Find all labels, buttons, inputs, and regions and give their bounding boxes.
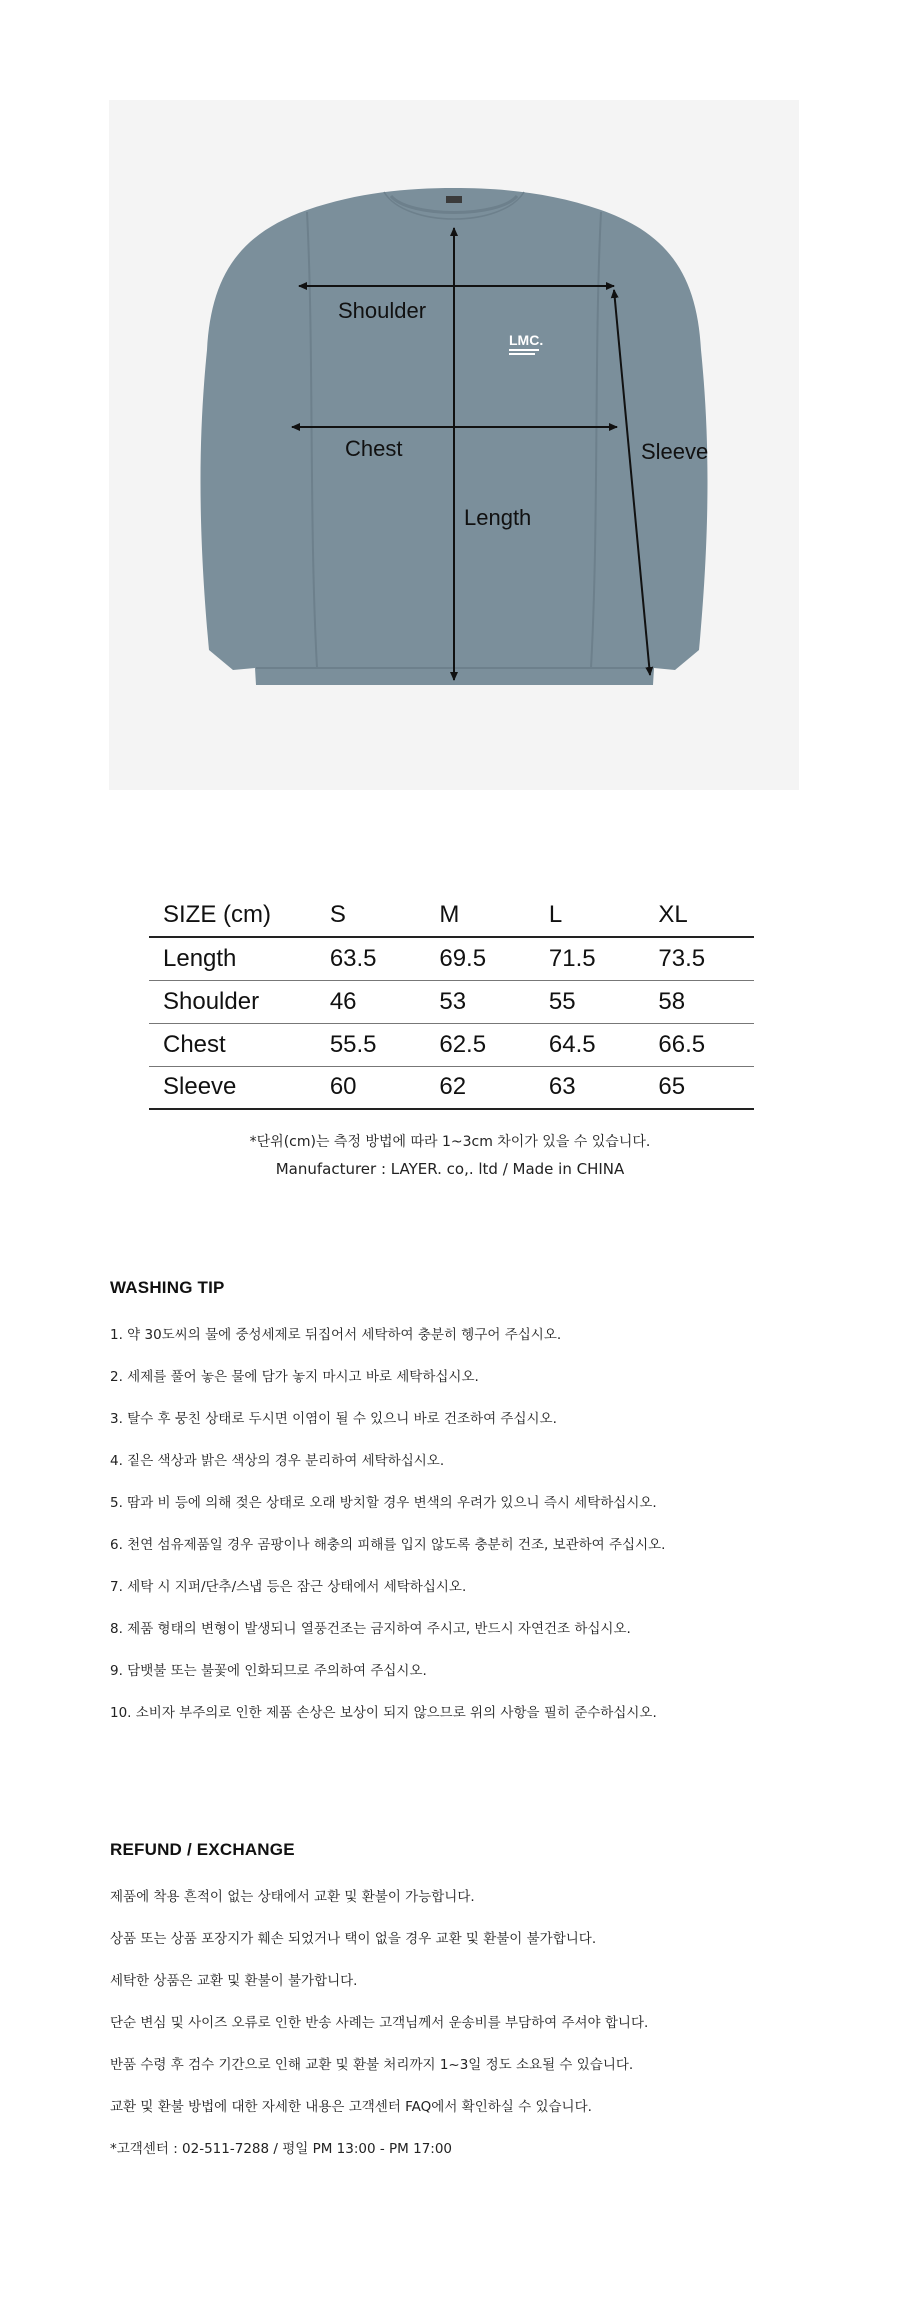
- measure-value: 55.5: [316, 1023, 426, 1066]
- list-item: 7. 세탁 시 지퍼/단추/스냅 등은 잠근 상태에서 세탁하십시오.: [110, 1579, 467, 1595]
- measure-value: 66.5: [644, 1023, 754, 1066]
- list-item: 4. 짙은 색상과 밝은 색상의 경우 분리하여 세탁하십시오.: [110, 1453, 445, 1469]
- washing-tip-title: WASHING TIP: [110, 1278, 225, 1297]
- size-table: [149, 893, 754, 1110]
- list-item: 6. 천연 섬유제품일 경우 곰팡이나 해충의 피해를 입지 않도록 충분히 건조, 보관하여 주십시오.: [110, 1537, 666, 1553]
- table-row: [149, 937, 754, 980]
- size-table-header: [149, 893, 754, 937]
- customer-center-info: *고객센터 : 02-511-7288 / 평일 PM 13:00 - PM 17:00: [110, 2141, 453, 2157]
- list-item: 5. 땀과 비 등에 의해 젖은 상태로 오래 방치할 경우 변색의 우려가 있으니 즉시 세탁하십시오.: [110, 1495, 657, 1511]
- measure-name: Length: [149, 937, 316, 980]
- list-item: 9. 담뱃불 또는 불꽃에 인화되므로 주의하여 주십시오.: [110, 1663, 427, 1679]
- measure-value: 69.5: [425, 937, 535, 980]
- measure-value: 46: [316, 980, 426, 1023]
- size-header-xl: XL: [644, 893, 754, 937]
- manufacturer-note: Manufacturer : LAYER. co,. ltd / Made in CHINA: [275, 1160, 625, 1178]
- brand-logo: LMC.: [509, 332, 544, 348]
- measure-value: 60: [316, 1066, 426, 1109]
- measure-name: Chest: [149, 1023, 316, 1066]
- garment-size-diagram: [109, 100, 799, 790]
- measure-value: 71.5: [535, 937, 645, 980]
- measure-value: 58: [644, 980, 754, 1023]
- chest-label: Chest: [345, 436, 403, 461]
- size-header-label: SIZE (cm): [149, 893, 316, 937]
- garment-illustration: [109, 100, 799, 790]
- length-label: Length: [464, 505, 532, 530]
- refund-exchange-list: [110, 1887, 648, 2181]
- measure-value: 63.5: [316, 937, 426, 980]
- washing-tip-list: [110, 1325, 665, 1745]
- table-row: [149, 1066, 754, 1109]
- list-item: 제품에 착용 흔적이 없는 상태에서 교환 및 환불이 가능합니다.: [110, 1889, 475, 1905]
- refund-exchange-title: REFUND / EXCHANGE: [110, 1840, 295, 1859]
- size-header-m: M: [425, 893, 535, 937]
- list-item: 8. 제품 형태의 변형이 발생되니 열풍건조는 금지하여 주시고, 반드시 자연건조 하십시오.: [110, 1621, 631, 1637]
- measure-name: Shoulder: [149, 980, 316, 1023]
- size-header-l: L: [535, 893, 645, 937]
- measure-value: 64.5: [535, 1023, 645, 1066]
- list-item: 반품 수령 후 검수 기간으로 인해 교환 및 환불 처리까지 1~3일 정도 소요될 수 있습니다.: [110, 2057, 634, 2073]
- list-item: 10. 소비자 부주의로 인한 제품 손상은 보상이 되지 않으므로 위의 사항을 필히 준수하십시오.: [110, 1705, 657, 1721]
- list-item: 교환 및 환불 방법에 대한 자세한 내용은 고객센터 FAQ에서 확인하실 수 있습니다.: [110, 2099, 592, 2115]
- table-row: [149, 980, 754, 1023]
- unit-note: *단위(cm)는 측정 방법에 따라 1~3cm 차이가 있을 수 있습니다.: [249, 1134, 651, 1150]
- measure-value: 53: [425, 980, 535, 1023]
- list-item: 2. 세제를 풀어 놓은 물에 담가 놓지 마시고 바로 세탁하십시오.: [110, 1369, 479, 1385]
- sleeve-label: Sleeve: [641, 439, 709, 464]
- size-header-s: S: [316, 893, 426, 937]
- measure-value: 73.5: [644, 937, 754, 980]
- measure-value: 65: [644, 1066, 754, 1109]
- measure-value: 62: [425, 1066, 535, 1109]
- list-item: 1. 약 30도씨의 물에 중성세제로 뒤집어서 세탁하여 충분히 헹구어 주십시오.: [110, 1327, 562, 1343]
- list-item: 단순 변심 및 사이즈 오류로 인한 반송 사례는 고객님께서 운송비를 부담하여 주셔야 합니다.: [110, 2015, 649, 2031]
- list-item: 3. 탈수 후 뭉친 상태로 두시면 이염이 될 수 있으니 바로 건조하여 주십시오.: [110, 1411, 557, 1427]
- list-item: 세탁한 상품은 교환 및 환불이 불가합니다.: [110, 1973, 358, 1989]
- measure-name: Sleeve: [149, 1066, 316, 1109]
- shoulder-label: Shoulder: [338, 298, 427, 323]
- measure-value: 62.5: [425, 1023, 535, 1066]
- table-row: [149, 1023, 754, 1066]
- measure-value: 63: [535, 1066, 645, 1109]
- measure-value: 55: [535, 980, 645, 1023]
- list-item: 상품 또는 상품 포장지가 훼손 되었거나 택이 없을 경우 교환 및 환불이 불가합니다.: [110, 1931, 597, 1947]
